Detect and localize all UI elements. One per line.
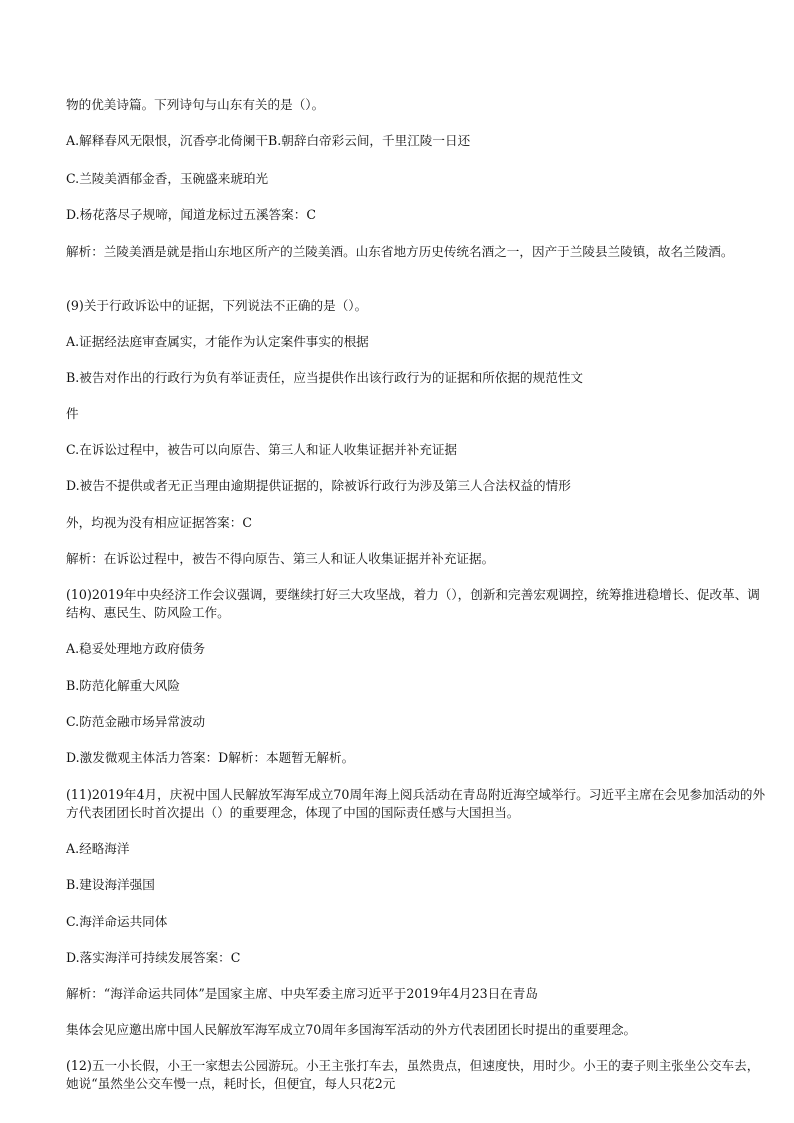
option-line: C.防范金融市场异常波动 (66, 714, 206, 729)
question-line: (9)关于行政诉讼中的证据，下列说法不正确的是（）。 (66, 298, 368, 313)
analysis-line: 集体会见应邀出席中国人民解放军海军成立70周年多国海军活动的外方代表团团长时提出的重要理念。 (66, 1022, 637, 1037)
option-line: B.防范化解重大风险 (66, 678, 181, 693)
answer-line: D.落实海洋可持续发展答案：C (66, 950, 241, 965)
answer-line: D.杨花落尽子规啼，闻道龙标过五溪答案：C (66, 207, 316, 222)
text-line: 物的优美诗篇。下列诗句与山东有关的是（）。 (66, 97, 325, 112)
option-line: A.经略海洋 (66, 841, 130, 856)
option-line: C.海洋命运共同体 (66, 914, 168, 929)
option-line-continued: 件 (66, 406, 79, 421)
analysis-paragraph: 解析：兰陵美酒是就是指山东地区所产的兰陵美酒。山东省地方历史传统名酒之一，因产于兰陵县兰陵镇，故名兰陵酒。 (66, 244, 734, 259)
answer-line: D.激发微观主体活力答案：D解析：本题暂无解析。 (66, 750, 355, 765)
option-line: B.建设海洋强国 (66, 877, 155, 892)
question-paragraph: (11)2019年4月，庆祝中国人民解放军海军成立70周年海上阅兵活动在青岛附近海空域举行。习近平主席在会见参加活动的外方代表团团长时首次提出（）的重要理念，体现了中国的国际责任感与大国担当。 (66, 787, 766, 820)
option-line: A.证据经法庭审查属实，才能作为认定案件事实的根据 (66, 334, 369, 349)
option-line: D.被告不提供或者无正当理由逾期提供证据的，除被诉行政行为涉及第三人合法权益的情形 (66, 478, 571, 493)
option-line: B.被告对作出的行政行为负有举证责任，应当提供作出该行政行为的证据和所依据的规范性文 (66, 370, 584, 385)
analysis-line: 解析：在诉讼过程中，被告不得向原告、第三人和证人收集证据并补充证据。 (66, 551, 495, 566)
analysis-line: 解析：“海洋命运共同体”是国家主席、中央军委主席习近平于2019年4月23日在青岛 (66, 986, 538, 1001)
option-line: C.兰陵美酒郁金香，玉碗盛来琥珀光 (66, 171, 269, 186)
option-line: A.稳妥处理地方政府债务 (66, 641, 206, 656)
option-line: A.解释春风无限恨，沉香亭北倚阑干B.朝辞白帝彩云间，千里江陵一日还 (66, 133, 471, 148)
question-paragraph: (10)2019年中央经济工作会议强调，要继续打好三大攻坚战，着力（），创新和完善宏观调控，统筹推进稳增长、促改革、调结构、惠民生、防风险工作。 (66, 587, 760, 620)
question-paragraph: (12)五一小长假，小王一家想去公园游玩。小王主张打车去，虽然贵点，但速度快，用时少。小王的妻子则主张坐公交车去，她说“虽然坐公交车慢一点，耗时长，但便宜，每人只花2元 (66, 1058, 760, 1091)
option-line: C.在诉讼过程中，被告可以向原告、第三人和证人收集证据并补充证据 (66, 442, 458, 457)
answer-line: 外，均视为没有相应证据答案：C (66, 515, 252, 530)
